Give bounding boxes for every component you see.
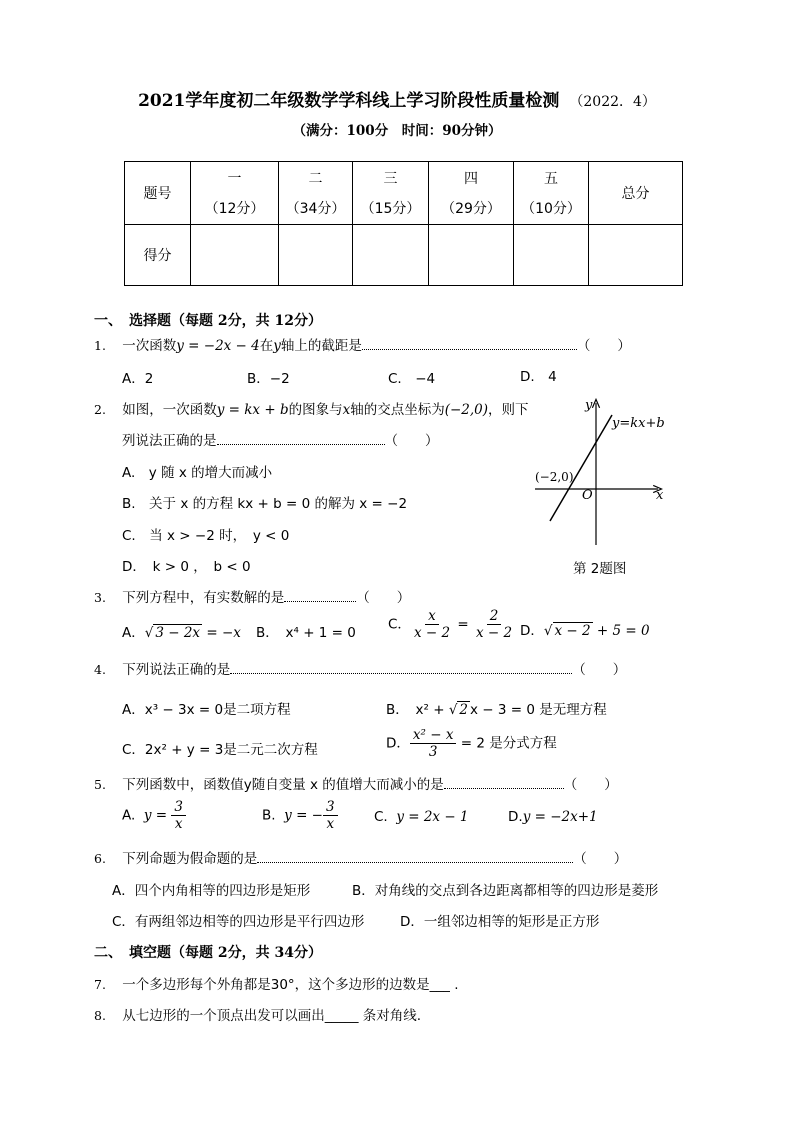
q4-option-c: C．2x² + y = 3是二元二次方程: [122, 742, 318, 758]
q1-option-c: C. −4: [388, 371, 436, 387]
question-3: 3. 下列方程中，有实数解的是 （ ）: [94, 590, 411, 606]
question-2: 2. 如图，一次函数y = kx + b的图象与x轴的交点坐标为(−2,0)，则下: [94, 402, 529, 418]
q4-option-d: D． $\frac{\text{x² − x}}{3}$ = 2 是分式方程: [386, 727, 557, 760]
q6-option-d: D．一组邻边相等的矩形是正方形: [400, 914, 600, 930]
question-5: 5. 下列函数中，函数值y随自变量 x 的值增大而减小的是 （ ）: [94, 777, 618, 793]
question-4: 4. 下列说法正确的是 （ ）: [94, 662, 627, 678]
q5-option-d: D.y = −2x+1: [508, 809, 598, 825]
score-cell[interactable]: [429, 225, 514, 286]
q6-option-c: C．有两组邻边相等的四边形是平行四边形: [112, 914, 365, 930]
row-label-question: 题号: [125, 162, 191, 225]
q3-option-d: D．√ x − 2 + 5 = 0: [520, 623, 650, 639]
page-title: [0, 86, 794, 111]
q2-option-a: A. y 随 x 的增大而减小: [122, 465, 273, 481]
column-1: 一 （12分）: [191, 162, 279, 225]
q3-option-a: A．√ 3 − 2x = −x: [122, 625, 241, 641]
q3-option-b: B． x⁴ + 1 = 0: [256, 625, 356, 641]
q2-option-c: C. 当 x > −2 时， y < 0: [122, 528, 290, 544]
q2-figure-caption: 第 2题图: [573, 561, 627, 577]
line-label: y=kx+b: [612, 416, 665, 431]
question-7: 7. 一个多边形每个外角都是30°，这个多边形的边数是___ .: [94, 977, 459, 993]
intercept-label: (−2,0): [535, 470, 574, 484]
section-2-title: 二、 填空题（每题 2分，共 34分）: [94, 945, 322, 961]
q4-option-a: A．x³ − 3x = 0是二项方程: [122, 702, 291, 718]
q4-option-b: B． x² + √ 2 x − 3 = 0 是无理方程: [386, 702, 607, 718]
score-cell[interactable]: [279, 225, 353, 286]
score-cell[interactable]: [514, 225, 589, 286]
section-1-title: 一、 选择题（每题 2分，共 12分）: [94, 313, 322, 329]
score-cell[interactable]: [191, 225, 279, 286]
q6-option-a: A．四个内角相等的四边形是矩形: [112, 883, 311, 899]
origin-label: O: [582, 488, 593, 503]
exam-subtitle: （满分：100分 时间：90分钟）: [292, 123, 502, 139]
column-3: 三 （15分）: [353, 162, 429, 225]
q1-option-b: B．−2: [247, 371, 290, 387]
column-2: 二 （34分）: [279, 162, 353, 225]
q3-option-c: C． $\frac{x}{x - 2}$ = $\frac{2}{x - 2}$: [388, 608, 513, 641]
q5-option-a: A. y = $\frac{3}{x}$: [122, 799, 186, 832]
q1-option-a: A．2: [122, 371, 154, 387]
y-axis-label: y: [585, 398, 593, 413]
function-line: [550, 415, 612, 521]
q6-option-b: B．对角线的交点到各边距离都相等的四边形是菱形: [352, 883, 659, 899]
x-axis-label: x: [656, 488, 664, 503]
score-table: [124, 161, 683, 286]
exam-title: 2021学年度初二年级数学学科线上学习阶段性质量检测: [138, 91, 560, 111]
question-1: 1. 一次函数y = −2x − 4在y轴上的截距是 （ ）: [94, 338, 631, 354]
exam-date: （2022．4）: [569, 94, 656, 110]
score-cell[interactable]: [589, 225, 683, 286]
q5-option-c: C. y = 2x − 1: [374, 809, 469, 825]
column-5: 五 （10分）: [514, 162, 589, 225]
column-4: 四 （29分）: [429, 162, 514, 225]
q2-option-d: D． k > 0 ， b < 0: [122, 559, 251, 575]
question-6: 6. 下列命题为假命题的是 （ ）: [94, 851, 628, 867]
q1-option-d: D. 4: [520, 369, 557, 385]
row-label-score: 得分: [125, 225, 191, 286]
score-cell[interactable]: [353, 225, 429, 286]
q2-option-b: B. 关于 x 的方程 kx + b = 0 的解为 x = −2: [122, 496, 408, 512]
q5-option-b: B. y = − $\frac{3}{x}$: [262, 799, 338, 832]
total-label: 总分: [589, 162, 683, 225]
question-8: 8. 从七边形的一个顶点出发可以画出_____ 条对角线.: [94, 1008, 422, 1024]
question-2-line2: 列说法正确的是 （ ）: [122, 433, 439, 449]
q2-figure: [530, 395, 680, 555]
